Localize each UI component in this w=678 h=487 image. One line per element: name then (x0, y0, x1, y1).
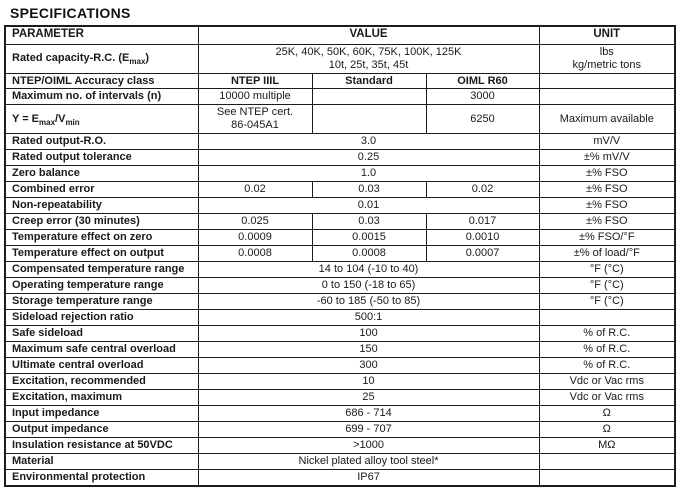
parameter-cell: Material (5, 453, 198, 469)
parameter-cell: Output impedance (5, 421, 198, 437)
parameter-cell: Sideload rejection ratio (5, 310, 198, 326)
value-cell: 0.0008 (198, 246, 312, 262)
unit-cell: mV/V (539, 134, 675, 150)
parameter-cell: NTEP/OIML Accuracy class (5, 73, 198, 89)
value-cell: 0.0009 (198, 230, 312, 246)
value-cell: 0.01 (198, 198, 539, 214)
value-cell (312, 89, 426, 105)
unit-cell (539, 310, 675, 326)
unit-cell: Ω (539, 421, 675, 437)
value-cell: 14 to 104 (-10 to 40) (198, 262, 539, 278)
unit-cell: Vdc or Vac rms (539, 389, 675, 405)
table-row (5, 134, 675, 150)
unit-cell: Vdc or Vac rms (539, 373, 675, 389)
table-row (5, 198, 675, 214)
value-cell: 0.02 (198, 182, 312, 198)
table-row (5, 453, 675, 469)
unit-cell: ±% of load/°F (539, 246, 675, 262)
table-row (5, 230, 675, 246)
table-row (5, 166, 675, 182)
unit-cell: ±% FSO (539, 198, 675, 214)
table-row (5, 421, 675, 437)
parameter-cell: Zero balance (5, 166, 198, 182)
value-cell: 100 (198, 326, 539, 342)
unit-cell: ±% mV/V (539, 150, 675, 166)
unit-cell: °F (°C) (539, 262, 675, 278)
value-cell: 0 to 150 (-18 to 65) (198, 278, 539, 294)
parameter-cell: Compensated temperature range (5, 262, 198, 278)
table-row (5, 150, 675, 166)
parameter-cell: Rated capacity-R.C. $(E_{max})$ (5, 44, 198, 73)
table-row (5, 389, 675, 405)
parameter-cell: Maximum safe central overload (5, 342, 198, 358)
spec-sheet-page (0, 5, 678, 483)
unit-cell (539, 453, 675, 469)
parameter-cell: Safe sideload (5, 326, 198, 342)
value-cell: NTEP IIIL (198, 73, 312, 89)
table-row (5, 105, 675, 134)
value-cell: 699 - 707 (198, 421, 539, 437)
parameter-cell: $Y = E_{max}/V_{min}$ (5, 105, 198, 134)
header-parameter: PARAMETER (5, 26, 198, 44)
parameter-cell: Rated output-R.O. (5, 134, 198, 150)
unit-cell: ±% FSO/°F (539, 230, 675, 246)
value-cell: 1.0 (198, 166, 539, 182)
value-cell: 0.0010 (426, 230, 539, 246)
unit-cell: ±% FSO (539, 166, 675, 182)
parameter-cell: Rated output tolerance (5, 150, 198, 166)
value-cell: 686 - 714 (198, 405, 539, 421)
table-row (5, 437, 675, 453)
table-row (5, 262, 675, 278)
table-row (5, 373, 675, 389)
parameter-cell: Temperature effect on zero (5, 230, 198, 246)
parameter-cell: Operating temperature range (5, 278, 198, 294)
table-row (5, 310, 675, 326)
table-row (5, 182, 675, 198)
table-row (5, 44, 675, 73)
table-row (5, 469, 675, 485)
unit-cell (539, 89, 675, 105)
parameter-cell: Temperature effect on output (5, 246, 198, 262)
parameter-cell: Excitation, maximum (5, 389, 198, 405)
value-cell: 500:1 (198, 310, 539, 326)
unit-cell (539, 73, 675, 89)
unit-cell: ±% FSO (539, 214, 675, 230)
table-row (5, 405, 675, 421)
parameter-cell: Excitation, recommended (5, 373, 198, 389)
parameter-cell: Environmental protection (5, 469, 198, 485)
value-cell: 25 (198, 389, 539, 405)
value-cell: 10 (198, 373, 539, 389)
unit-cell (539, 469, 675, 485)
unit-cell: % of R.C. (539, 358, 675, 374)
parameter-cell: Input impedance (5, 405, 198, 421)
value-cell: 0.0008 (312, 246, 426, 262)
parameter-cell: Maximum no. of intervals (n) (5, 89, 198, 105)
table-header-row (5, 26, 675, 44)
specifications-table (4, 25, 676, 487)
header-value: VALUE (198, 26, 539, 44)
value-cell: 3000 (426, 89, 539, 105)
value-cell: 0.25 (198, 150, 539, 166)
table-row (5, 214, 675, 230)
unit-cell: °F (°C) (539, 278, 675, 294)
table-row (5, 358, 675, 374)
value-cell: >1000 (198, 437, 539, 453)
parameter-cell: Storage temperature range (5, 294, 198, 310)
value-cell (312, 105, 426, 134)
unit-cell: Ω (539, 405, 675, 421)
value-cell: 3.0 (198, 134, 539, 150)
value-cell: OIML R60 (426, 73, 539, 89)
value-cell: See NTEP cert. 86-045A1 (198, 105, 312, 134)
value-cell: Nickel plated alloy tool steel* (198, 453, 539, 469)
value-cell: 300 (198, 358, 539, 374)
value-cell: 0.03 (312, 182, 426, 198)
unit-cell: MΩ (539, 437, 675, 453)
unit-cell: lbs kg/metric tons (539, 44, 675, 73)
value-cell: 10000 multiple (198, 89, 312, 105)
parameter-cell: Combined error (5, 182, 198, 198)
parameter-cell: Creep error (30 minutes) (5, 214, 198, 230)
page-title: SPECIFICATIONS (10, 5, 131, 21)
value-cell: Standard (312, 73, 426, 89)
table-row (5, 342, 675, 358)
parameter-cell: Insulation resistance at 50VDC (5, 437, 198, 453)
table-row (5, 73, 675, 89)
value-cell: 0.0007 (426, 246, 539, 262)
value-cell: 0.03 (312, 214, 426, 230)
parameter-cell: Ultimate central overload (5, 358, 198, 374)
parameter-cell: Non-repeatability (5, 198, 198, 214)
table-row (5, 278, 675, 294)
unit-cell: % of R.C. (539, 342, 675, 358)
value-cell: 25K, 40K, 50K, 60K, 75K, 100K, 125K 10t, 25t, 35t, 45t (198, 44, 539, 73)
table-row (5, 246, 675, 262)
table-row (5, 89, 675, 105)
value-cell: 6250 (426, 105, 539, 134)
value-cell: 0.0015 (312, 230, 426, 246)
value-cell: 0.02 (426, 182, 539, 198)
header-unit: UNIT (539, 26, 675, 44)
value-cell: 150 (198, 342, 539, 358)
table-row (5, 326, 675, 342)
value-cell: 0.017 (426, 214, 539, 230)
unit-cell: °F (°C) (539, 294, 675, 310)
value-cell: 0.025 (198, 214, 312, 230)
unit-cell: Maximum available (539, 105, 675, 134)
value-cell: IP67 (198, 469, 539, 485)
value-cell: -60 to 185 (-50 to 85) (198, 294, 539, 310)
unit-cell: % of R.C. (539, 326, 675, 342)
unit-cell: ±% FSO (539, 182, 675, 198)
table-row (5, 294, 675, 310)
